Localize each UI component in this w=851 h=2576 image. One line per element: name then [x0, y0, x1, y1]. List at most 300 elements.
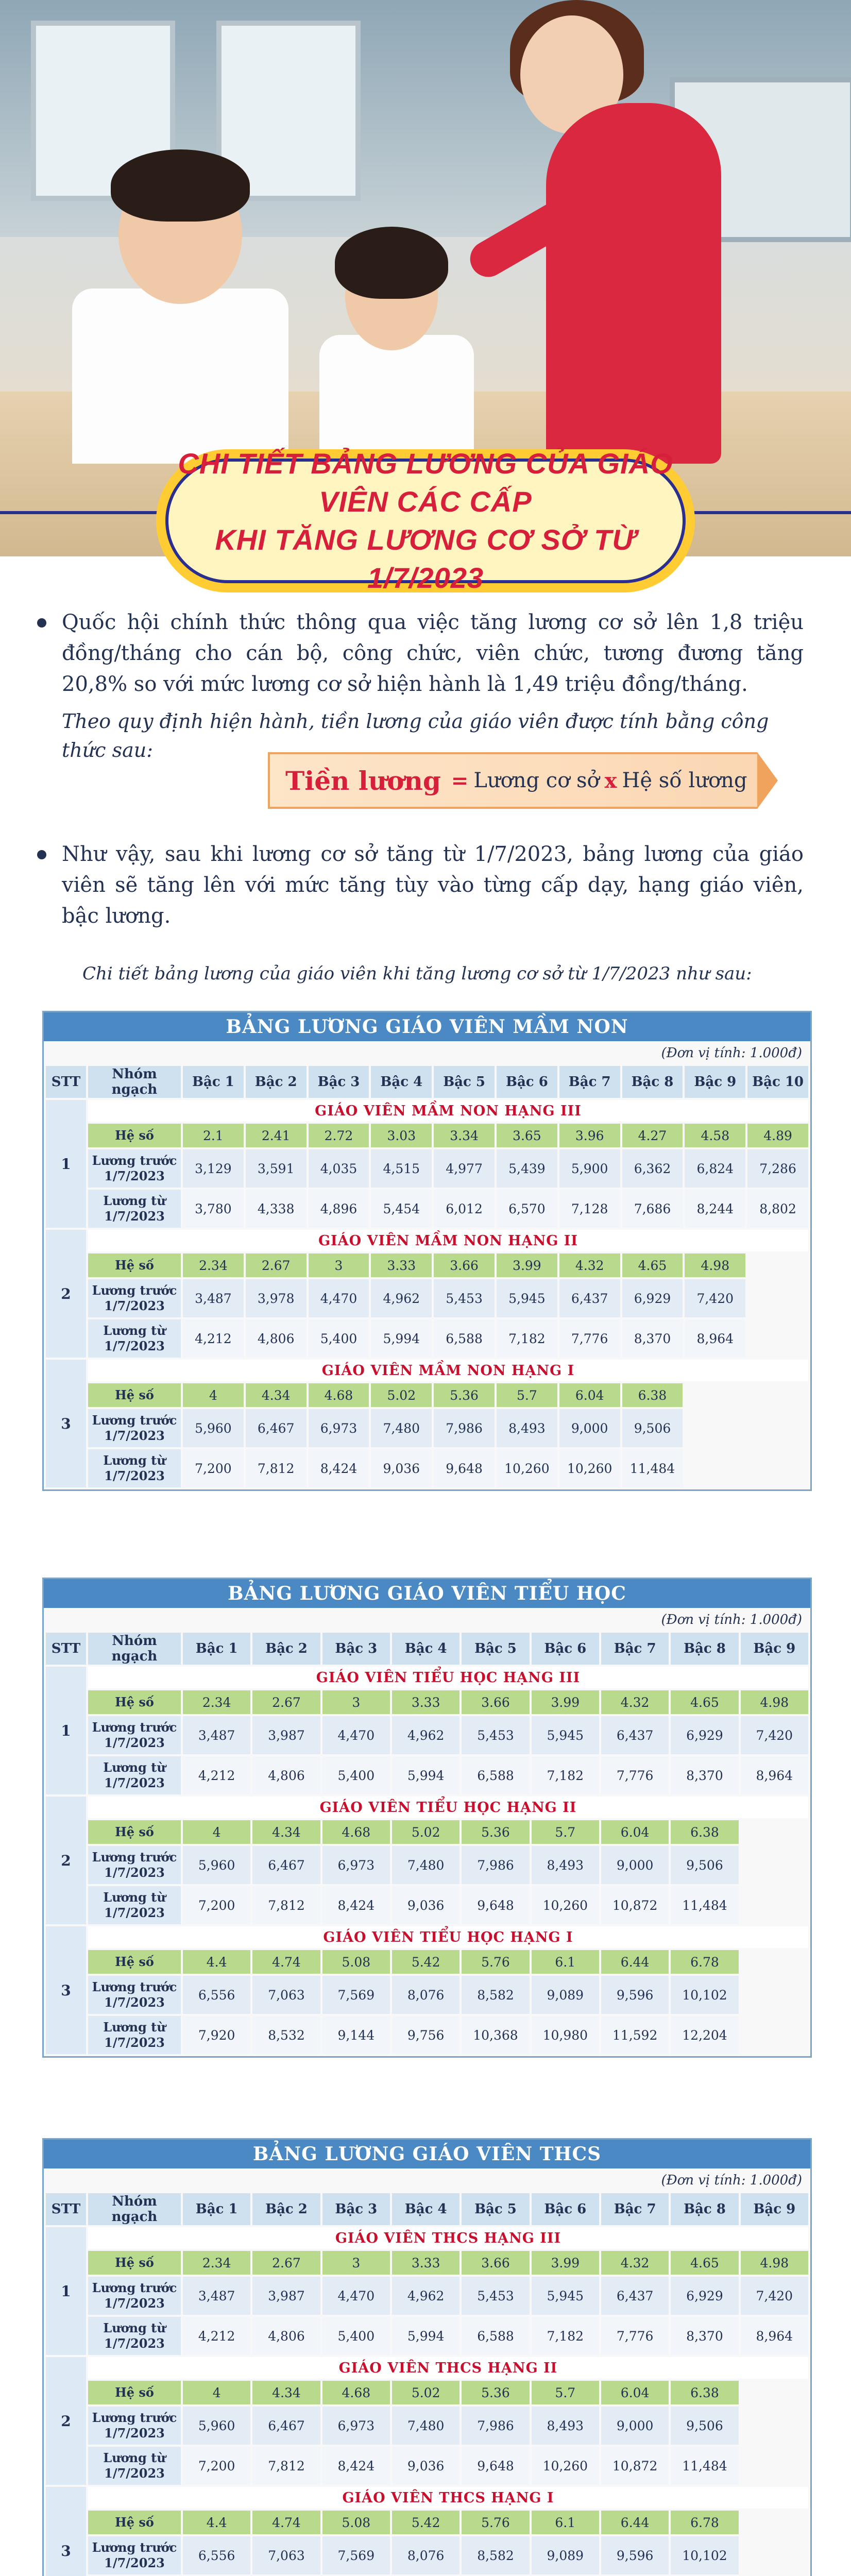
after-row [46, 1449, 808, 1487]
value-cell: 6,437 [601, 1716, 669, 1754]
header-group: Nhóm ngạch [88, 2193, 181, 2225]
value-cell: 6.1 [532, 2511, 599, 2534]
header-level: Bậc 5 [462, 2193, 529, 2225]
value-cell: 5.42 [392, 2511, 459, 2534]
value-cell: 5.42 [392, 1950, 459, 1974]
value-cell: 4.32 [601, 1690, 669, 1714]
value-cell: 4,977 [434, 1149, 495, 1188]
value-cell: 9,648 [434, 1449, 495, 1487]
value-cell: 5,400 [322, 2317, 390, 2355]
group-name: GIÁO VIÊN MẦM NON HẠNG III [88, 1100, 808, 1122]
value-cell: 5.08 [322, 2511, 390, 2534]
value-cell: 4,212 [183, 1756, 250, 1794]
value-cell: 7,986 [462, 2406, 529, 2445]
empty-cell [747, 1253, 808, 1277]
value-cell: 4.34 [252, 2381, 320, 2404]
value-cell: 7,920 [183, 2016, 250, 2054]
intro-note: Theo quy định hiện hành, tiền lương của giáo viên được tính bằng công thức sau: [62, 710, 769, 761]
group-row [46, 1926, 808, 1948]
salary-table [42, 2138, 812, 2576]
before-row [46, 1409, 808, 1447]
value-cell: 4.34 [252, 1820, 320, 1844]
value-cell: 4.68 [322, 2381, 390, 2404]
empty-cell [685, 1383, 745, 1407]
value-cell: 5,900 [559, 1149, 620, 1188]
table-unit: (Đơn vị tính: 1.000đ) [661, 2173, 802, 2188]
value-cell: 3.33 [392, 1690, 459, 1714]
title-inner [165, 447, 686, 594]
header-row [46, 1633, 808, 1665]
value-cell: 8,244 [685, 1190, 745, 1228]
empty-cell [741, 2381, 808, 2404]
header-level: Bậc 3 [322, 1633, 390, 1665]
value-cell: 7,569 [322, 2536, 390, 2574]
value-cell: 11,592 [601, 2016, 669, 2054]
value-cell: 8,424 [322, 2447, 390, 2485]
group-name: GIÁO VIÊN THCS HẠNG III [88, 2227, 808, 2249]
row-stt: 1 [46, 2227, 86, 2355]
value-cell: 6,362 [622, 1149, 683, 1188]
header-level: Bậc 1 [183, 1633, 250, 1665]
value-cell: 6.38 [671, 2381, 738, 2404]
value-cell: 8,370 [671, 2317, 738, 2355]
group-name: GIÁO VIÊN MẦM NON HẠNG I [88, 1360, 808, 1381]
formula-box [268, 752, 757, 809]
after-row [46, 1886, 808, 1924]
value-cell: 9,596 [601, 2536, 669, 2574]
value-cell: 11,484 [671, 1886, 738, 1924]
value-cell: 4.98 [741, 1690, 808, 1714]
value-cell: 5,453 [462, 2277, 529, 2315]
row-label: Hệ số [88, 2511, 181, 2534]
value-cell: 9,089 [532, 1976, 599, 2014]
salary-table [42, 1011, 812, 1491]
value-cell: 4,806 [252, 2317, 320, 2355]
before-row [46, 2277, 808, 2315]
table-title: BẢNG LƯƠNG GIÁO VIÊN TIỂU HỌC [44, 1579, 810, 1608]
header-level: Bậc 5 [462, 1633, 529, 1665]
empty-cell [747, 1279, 808, 1317]
value-cell: 9,756 [392, 2016, 459, 2054]
value-cell: 4 [183, 2381, 250, 2404]
empty-cell [741, 1820, 808, 1844]
header-level: Bậc 8 [622, 1066, 683, 1098]
value-cell: 5,960 [183, 1409, 244, 1447]
empty-cell [741, 1976, 808, 2014]
value-cell: 7,480 [392, 2406, 459, 2445]
value-cell: 9,506 [622, 1409, 683, 1447]
value-cell: 6,467 [246, 1409, 307, 1447]
value-cell: 4.34 [246, 1383, 307, 1407]
value-cell: 5.76 [462, 2511, 529, 2534]
value-cell: 7,182 [497, 1319, 557, 1358]
before-row [46, 2536, 808, 2574]
value-cell: 5.02 [392, 2381, 459, 2404]
value-cell: 2.1 [183, 1124, 244, 1147]
coef-row [46, 1690, 808, 1714]
group-name: GIÁO VIÊN TIỂU HỌC HẠNG II [88, 1797, 808, 1818]
value-cell: 4.68 [322, 1820, 390, 1844]
value-cell: 7,420 [741, 2277, 808, 2315]
value-cell: 7,200 [183, 1449, 244, 1487]
after-row [46, 1190, 808, 1228]
value-cell: 3,129 [183, 1149, 244, 1188]
header-level: Bậc 6 [532, 2193, 599, 2225]
value-cell: 6.44 [601, 1950, 669, 1974]
value-cell: 6.78 [671, 2511, 738, 2534]
value-cell: 2.34 [183, 1690, 250, 1714]
table-title: BẢNG LƯƠNG GIÁO VIÊN THCS [44, 2140, 810, 2168]
empty-cell [747, 1319, 808, 1358]
value-cell: 7,776 [601, 1756, 669, 1794]
value-cell: 4,806 [246, 1319, 307, 1358]
empty-cell [685, 1449, 745, 1487]
row-stt: 3 [46, 2487, 86, 2576]
header-group: Nhóm ngạch [88, 1633, 181, 1665]
value-cell: 7,986 [462, 1846, 529, 1884]
teacher-dress [546, 103, 721, 464]
page-title-line-2: KHI TĂNG LƯƠNG CƠ SỞ TỪ 1/7/2023 [215, 523, 636, 594]
value-cell: 9,506 [671, 1846, 738, 1884]
header-row [46, 1066, 808, 1098]
row-label: Hệ số [88, 1124, 181, 1147]
value-cell: 6,824 [685, 1149, 745, 1188]
bullet-dot [37, 850, 46, 859]
group-row [46, 1797, 808, 1818]
empty-cell [685, 1409, 745, 1447]
value-cell: 5.08 [322, 1950, 390, 1974]
value-cell: 6,012 [434, 1190, 495, 1228]
value-cell: 5.02 [371, 1383, 432, 1407]
value-cell: 5.36 [462, 1820, 529, 1844]
value-cell: 8,370 [622, 1319, 683, 1358]
value-cell: 9,506 [671, 2406, 738, 2445]
value-cell: 4.65 [671, 1690, 738, 1714]
value-cell: 7,776 [559, 1319, 620, 1358]
empty-cell [741, 2016, 808, 2054]
value-cell: 10,980 [532, 2016, 599, 2054]
value-cell: 8,964 [685, 1319, 745, 1358]
value-cell: 3,987 [252, 1716, 320, 1754]
value-cell: 2.67 [246, 1253, 307, 1277]
title-banner [156, 449, 695, 592]
value-cell: 6,570 [497, 1190, 557, 1228]
value-cell: 6,437 [559, 1279, 620, 1317]
value-cell: 6,973 [322, 2406, 390, 2445]
value-cell: 3.96 [559, 1124, 620, 1147]
header-level: Bậc 1 [183, 2193, 250, 2225]
intro-bullet-2-text: Như vậy, sau khi lương cơ sở tăng từ 1/7/2023, bảng lương của giáo viên sẽ tăng lên với mức tăng tùy vào từng cấp dạy, hạng giáo viên, bậc lương. [62, 842, 804, 928]
empty-cell [747, 1449, 808, 1487]
value-cell: 8,493 [532, 2406, 599, 2445]
value-cell: 4,962 [371, 1279, 432, 1317]
value-cell: 11,484 [671, 2447, 738, 2485]
row-label: Hệ số [88, 1690, 181, 1714]
value-cell: 5,960 [183, 1846, 250, 1884]
value-cell: 6,467 [252, 1846, 320, 1884]
row-label: Lương trước 1/7/2023 [88, 1149, 181, 1188]
value-cell: 4 [183, 1820, 250, 1844]
after-row [46, 2447, 808, 2485]
table-grid [44, 2191, 810, 2576]
value-cell: 4,962 [392, 2277, 459, 2315]
value-cell: 7,480 [392, 1846, 459, 1884]
value-cell: 4.32 [601, 2251, 669, 2275]
value-cell: 10,260 [532, 1886, 599, 1924]
value-cell: 5.36 [434, 1383, 495, 1407]
empty-cell [741, 2406, 808, 2445]
value-cell: 9,089 [532, 2536, 599, 2574]
value-cell: 6,973 [322, 1846, 390, 1884]
value-cell: 8,493 [497, 1409, 557, 1447]
table-unit: (Đơn vị tính: 1.000đ) [661, 1045, 802, 1061]
student-boy-hair [111, 149, 250, 222]
empty-cell [741, 1886, 808, 1924]
row-stt: 3 [46, 1926, 86, 2054]
row-label: Hệ số [88, 1383, 181, 1407]
row-label: Lương trước 1/7/2023 [88, 1976, 181, 2014]
value-cell: 7,986 [434, 1409, 495, 1447]
before-row [46, 1846, 808, 1884]
value-cell: 9,596 [601, 1976, 669, 2014]
value-cell: 2.41 [246, 1124, 307, 1147]
value-cell: 4.74 [252, 1950, 320, 1974]
value-cell: 5,454 [371, 1190, 432, 1228]
value-cell: 9,000 [559, 1409, 620, 1447]
value-cell: 10,260 [532, 2447, 599, 2485]
value-cell: 4 [183, 1383, 244, 1407]
value-cell: 9,000 [601, 2406, 669, 2445]
group-name: GIÁO VIÊN THCS HẠNG I [88, 2487, 808, 2509]
table-title: BẢNG LƯƠNG GIÁO VIÊN MẦM NON [44, 1012, 810, 1041]
value-cell: 12,204 [671, 2016, 738, 2054]
empty-cell [747, 1409, 808, 1447]
row-label: Hệ số [88, 1950, 181, 1974]
value-cell: 10,102 [671, 2536, 738, 2574]
value-cell: 3,487 [183, 2277, 250, 2315]
formula-base: Lương cơ sở [473, 769, 600, 792]
value-cell: 9,000 [601, 1846, 669, 1884]
value-cell: 3.65 [497, 1124, 557, 1147]
value-cell: 7,812 [252, 2447, 320, 2485]
value-cell: 6.04 [559, 1383, 620, 1407]
value-cell: 4.74 [252, 2511, 320, 2534]
value-cell: 7,286 [747, 1149, 808, 1188]
empty-cell [741, 1950, 808, 1974]
header-level: Bậc 7 [559, 1066, 620, 1098]
value-cell: 9,036 [392, 1886, 459, 1924]
page-title-line-1: CHI TIẾT BẢNG LƯƠNG CỦA GIÁO VIÊN CÁC CẤP [178, 447, 673, 518]
value-cell: 6.38 [622, 1383, 683, 1407]
value-cell: 6.04 [601, 1820, 669, 1844]
value-cell: 5,400 [309, 1319, 369, 1358]
value-cell: 6,929 [671, 2277, 738, 2315]
value-cell: 4.98 [741, 2251, 808, 2275]
value-cell: 5,945 [497, 1279, 557, 1317]
value-cell: 8,076 [392, 1976, 459, 2014]
value-cell: 2.67 [252, 2251, 320, 2275]
value-cell: 6,588 [434, 1319, 495, 1358]
coef-row [46, 1820, 808, 1844]
empty-cell [741, 1846, 808, 1884]
after-row [46, 1319, 808, 1358]
salary-table [42, 1578, 812, 2058]
value-cell: 2.34 [183, 1253, 244, 1277]
value-cell: 3,978 [246, 1279, 307, 1317]
value-cell: 5,960 [183, 2406, 250, 2445]
row-stt: 1 [46, 1667, 86, 1794]
value-cell: 5.36 [462, 2381, 529, 2404]
group-name: GIÁO VIÊN THCS HẠNG II [88, 2357, 808, 2379]
header-level: Bậc 7 [601, 1633, 669, 1665]
value-cell: 2.67 [252, 1690, 320, 1714]
table-grid [44, 1064, 810, 1489]
value-cell: 5,945 [532, 2277, 599, 2315]
value-cell: 8,582 [462, 1976, 529, 2014]
value-cell: 7,776 [601, 2317, 669, 2355]
group-name: GIÁO VIÊN TIỂU HỌC HẠNG III [88, 1667, 808, 1688]
value-cell: 8,424 [309, 1449, 369, 1487]
value-cell: 4,470 [322, 1716, 390, 1754]
after-row [46, 1756, 808, 1794]
value-cell: 7,420 [741, 1716, 808, 1754]
value-cell: 7,200 [183, 1886, 250, 1924]
value-cell: 5,439 [497, 1149, 557, 1188]
intro-bullet-2 [62, 839, 804, 931]
header-level: Bậc 2 [252, 2193, 320, 2225]
value-cell: 3.66 [462, 2251, 529, 2275]
formula-arrow [757, 752, 778, 809]
value-cell: 4.4 [183, 2511, 250, 2534]
header-level: Bậc 4 [392, 1633, 459, 1665]
group-name: GIÁO VIÊN TIỂU HỌC HẠNG I [88, 1926, 808, 1948]
value-cell: 7,063 [252, 1976, 320, 2014]
coef-row [46, 1383, 808, 1407]
row-label: Lương từ 1/7/2023 [88, 1886, 181, 1924]
value-cell: 3,487 [183, 1279, 244, 1317]
value-cell: 3.99 [497, 1253, 557, 1277]
value-cell: 7,812 [246, 1449, 307, 1487]
table-unit: (Đơn vị tính: 1.000đ) [661, 1612, 802, 1628]
value-cell: 5,453 [462, 1716, 529, 1754]
group-row [46, 2357, 808, 2379]
group-row [46, 1230, 808, 1251]
group-name: GIÁO VIÊN MẦM NON HẠNG II [88, 1230, 808, 1251]
intro-bullet-1 [62, 607, 804, 700]
salary-formula [268, 752, 778, 809]
value-cell: 8,532 [252, 2016, 320, 2054]
value-cell: 5,994 [392, 2317, 459, 2355]
empty-cell [741, 2511, 808, 2534]
value-cell: 5,994 [392, 1756, 459, 1794]
header-level: Bậc 4 [392, 2193, 459, 2225]
row-label: Lương từ 1/7/2023 [88, 2016, 181, 2054]
before-row [46, 1716, 808, 1754]
row-label: Lương trước 1/7/2023 [88, 1716, 181, 1754]
value-cell: 8,370 [671, 1756, 738, 1794]
value-cell: 9,036 [371, 1449, 432, 1487]
value-cell: 2.72 [309, 1124, 369, 1147]
value-cell: 9,648 [462, 1886, 529, 1924]
value-cell: 6,588 [462, 1756, 529, 1794]
group-row [46, 1360, 808, 1381]
value-cell: 7,686 [622, 1190, 683, 1228]
value-cell: 8,964 [741, 1756, 808, 1794]
bullet-dot [37, 618, 46, 628]
value-cell: 3.34 [434, 1124, 495, 1147]
value-cell: 8,582 [462, 2536, 529, 2574]
value-cell: 4,338 [246, 1190, 307, 1228]
row-label: Lương từ 1/7/2023 [88, 2447, 181, 2485]
header-level: Bậc 1 [183, 1066, 244, 1098]
value-cell: 7,200 [183, 2447, 250, 2485]
row-stt: 2 [46, 1230, 86, 1358]
row-label: Lương trước 1/7/2023 [88, 2406, 181, 2445]
value-cell: 7,182 [532, 1756, 599, 1794]
coef-row [46, 1950, 808, 1974]
value-cell: 10,872 [601, 2447, 669, 2485]
value-cell: 7,420 [685, 1279, 745, 1317]
value-cell: 3.66 [462, 1690, 529, 1714]
value-cell: 6,556 [183, 2536, 250, 2574]
after-row [46, 2317, 808, 2355]
header-level: Bậc 3 [322, 2193, 390, 2225]
value-cell: 8,424 [322, 1886, 390, 1924]
value-cell: 6,929 [671, 1716, 738, 1754]
value-cell: 3.99 [532, 2251, 599, 2275]
row-stt: 1 [46, 1100, 86, 1228]
value-cell: 7,063 [252, 2536, 320, 2574]
value-cell: 4.89 [747, 1124, 808, 1147]
header-level: Bậc 9 [685, 1066, 745, 1098]
value-cell: 5.7 [532, 2381, 599, 2404]
value-cell: 3,591 [246, 1149, 307, 1188]
before-row [46, 1976, 808, 2014]
value-cell: 6.1 [532, 1950, 599, 1974]
row-label: Lương trước 1/7/2023 [88, 1846, 181, 1884]
value-cell: 4.98 [685, 1253, 745, 1277]
header-level: Bậc 6 [532, 1633, 599, 1665]
value-cell: 3.03 [371, 1124, 432, 1147]
value-cell: 5,400 [322, 1756, 390, 1794]
header-stt: STT [46, 2193, 86, 2225]
row-label: Lương từ 1/7/2023 [88, 2317, 181, 2355]
value-cell: 9,036 [392, 2447, 459, 2485]
value-cell: 4.65 [671, 2251, 738, 2275]
student-boy [72, 289, 288, 464]
row-label: Hệ số [88, 2381, 181, 2404]
value-cell: 4,962 [392, 1716, 459, 1754]
row-stt: 3 [46, 1360, 86, 1487]
table-grid [44, 1631, 810, 2056]
value-cell: 4.32 [559, 1253, 620, 1277]
formula-equals: = [451, 768, 469, 793]
header-level: Bậc 9 [741, 2193, 808, 2225]
header-level: Bậc 8 [671, 1633, 738, 1665]
coef-row [46, 1124, 808, 1147]
formula-coef: Hệ số lương [622, 769, 747, 792]
tables-subtitle: Chi tiết bảng lương của giáo viên khi tăng lương cơ sở từ 1/7/2023 như sau: [82, 963, 752, 984]
value-cell: 4,470 [322, 2277, 390, 2315]
value-cell: 10,102 [671, 1976, 738, 2014]
value-cell: 4.58 [685, 1124, 745, 1147]
value-cell: 5.7 [532, 1820, 599, 1844]
value-cell: 3,987 [252, 2277, 320, 2315]
value-cell: 8,964 [741, 2317, 808, 2355]
header-level: Bậc 6 [497, 1066, 557, 1098]
row-label: Lương trước 1/7/2023 [88, 2277, 181, 2315]
value-cell: 6,973 [309, 1409, 369, 1447]
